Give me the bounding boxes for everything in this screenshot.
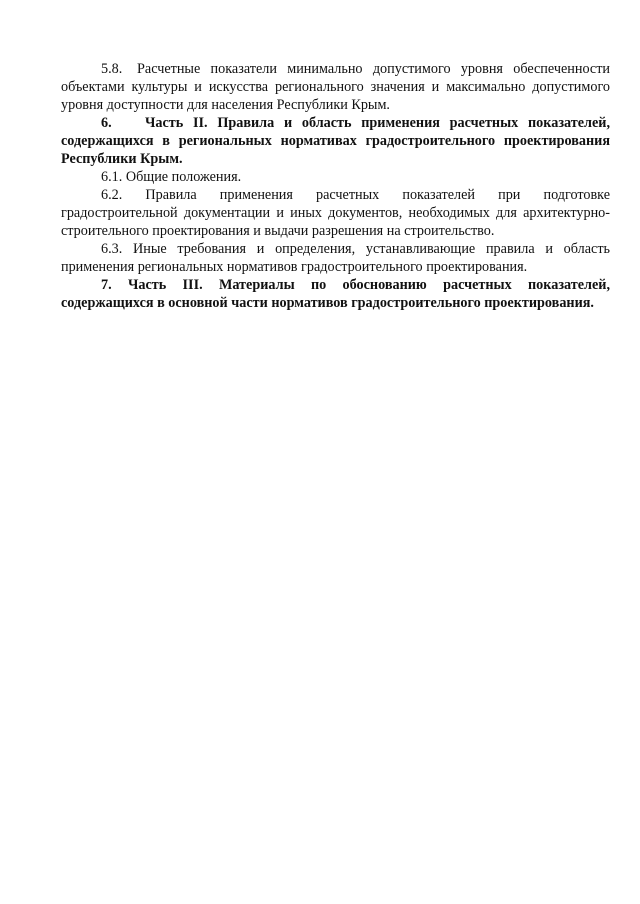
heading-text: Часть II. Правила и область применения расчетных показателей, содержащихся в региональных нормативах градостроительного проектирования Республики Крым. — [61, 115, 610, 167]
item-number: 6. — [101, 115, 112, 131]
section-7-heading: 7. Часть III. Материалы по обоснованию расчетных показателей, содержащихся в основной части нормативов градостроительного проектирования. — [61, 277, 610, 311]
document-page — [61, 60, 610, 312]
section-6-heading — [61, 114, 610, 168]
paragraph-5-8 — [61, 60, 610, 114]
item-number: 5.8. — [101, 61, 123, 77]
paragraph-text: Расчетные показатели минимально допустимого уровня обеспеченности объектами культуры и искусства регионального значения и максимально допустимого уровня доступности для населения Республики Крым. — [61, 61, 610, 113]
paragraph-6-1: 6.1. Общие положения. — [101, 169, 242, 185]
paragraph-6-2: 6.2. Правила применения расчетных показателей при подготовке градостроительной документации и иных документов, необходимых для архитектурно-строительного проектирования и выдачи разрешения на строительство. — [61, 187, 610, 239]
paragraph-6-3: 6.3. Иные требования и определения, устанавливающие правила и область применения региональных нормативов градостроительного проектирования. — [61, 241, 610, 275]
